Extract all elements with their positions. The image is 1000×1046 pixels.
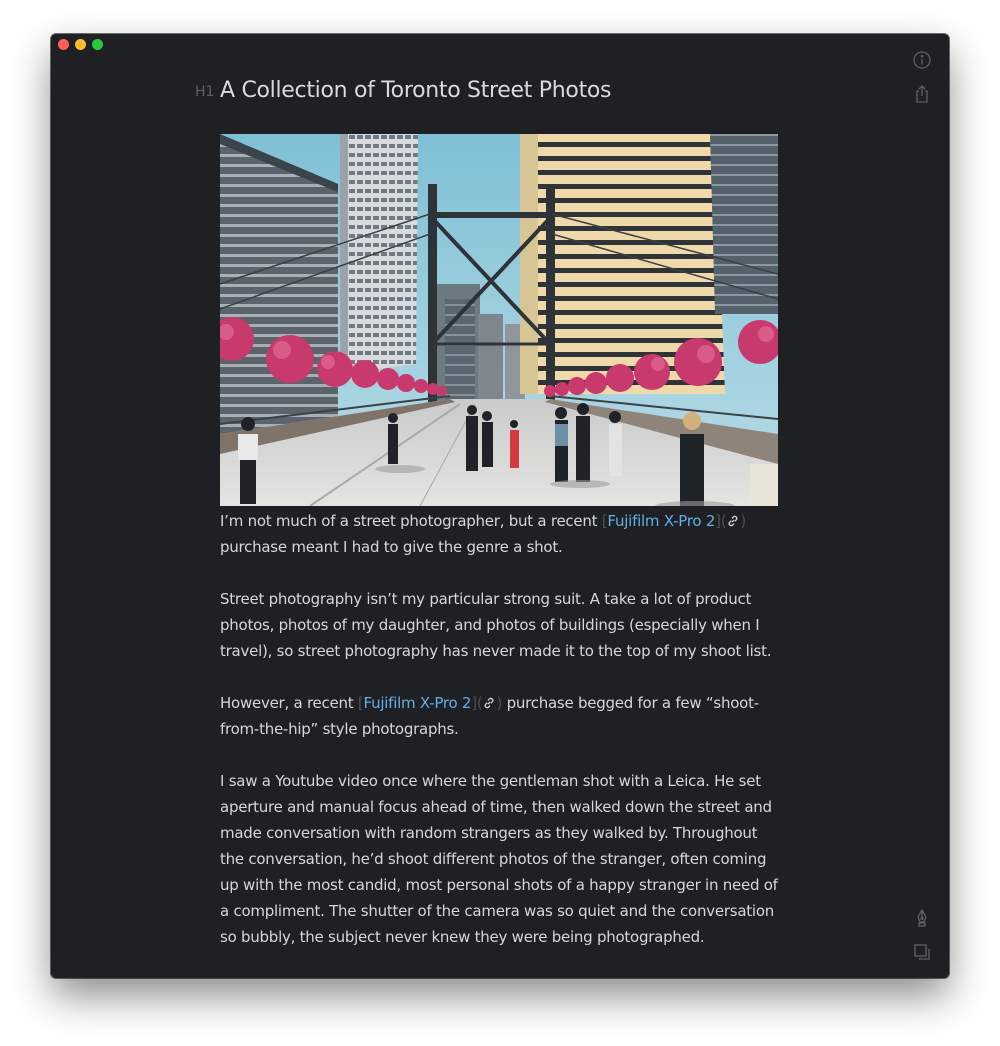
paragraph-4[interactable]: I saw a Youtube video once where the gentleman shot with a Leica. He set aperture and manual focus ahead of time, then walked down the street and made conversation with random strangers as they walked by. Throughout the conversation, he’d shoot different photos of the stranger, often coming up with the most candid, most personal shots of a happy stranger in need of a compliment. The shutter of the camera was so quiet and the conversation so bubbly, the subject never knew they were being photographed. <box>220 772 778 946</box>
link-bracket-open: [ <box>601 512 608 530</box>
fujifilm-link[interactable]: Fujifilm X-Pro 2 <box>363 694 472 712</box>
paragraph-1[interactable] <box>220 508 780 560</box>
link-bracket-close: ) <box>496 694 503 712</box>
paragraph-1-text-a: I’m not much of a street photographer, but a recent <box>220 512 602 530</box>
street-photo <box>220 134 778 506</box>
link-bracket-open: [ <box>357 694 364 712</box>
share-icon[interactable] <box>912 84 932 104</box>
heading-level-marker: H1 <box>195 84 215 100</box>
link-bracket-close: ) <box>740 512 746 530</box>
link-bracket-mid: ]( <box>715 512 727 530</box>
editor-window <box>51 34 949 978</box>
paragraph-3-text-b: purchase begged for a few “shoot-from-the-hip” style photographs. <box>220 694 759 738</box>
info-icon[interactable] <box>912 50 932 70</box>
windows-icon[interactable] <box>912 942 932 962</box>
close-window-button[interactable] <box>58 39 69 50</box>
pen-icon[interactable] <box>912 908 932 928</box>
zoom-window-button[interactable] <box>92 39 103 50</box>
minimize-window-button[interactable] <box>75 39 86 50</box>
fujifilm-link[interactable]: Fujifilm X-Pro 2 <box>607 512 716 530</box>
paragraph-3-text-a: However, a recent <box>220 694 358 712</box>
document-content[interactable] <box>195 76 780 950</box>
link-bracket-mid: ]( <box>471 694 483 712</box>
paragraph-2[interactable]: Street photography isn’t my particular strong suit. A take a lot of product photos, photos of my daughter, and photos of buildings (especially when I travel), so street photography has never made it to the top of my shoot list. <box>220 590 772 660</box>
link-icon[interactable] <box>726 514 740 528</box>
window-controls <box>58 39 103 50</box>
link-icon[interactable] <box>482 696 496 710</box>
document-title[interactable]: A Collection of Toronto Street Photos <box>220 78 612 103</box>
heading-row <box>195 76 780 106</box>
paragraph-3[interactable] <box>220 690 780 742</box>
paragraph-1-text-b: purchase meant I had to give the genre a shot. <box>220 538 563 556</box>
